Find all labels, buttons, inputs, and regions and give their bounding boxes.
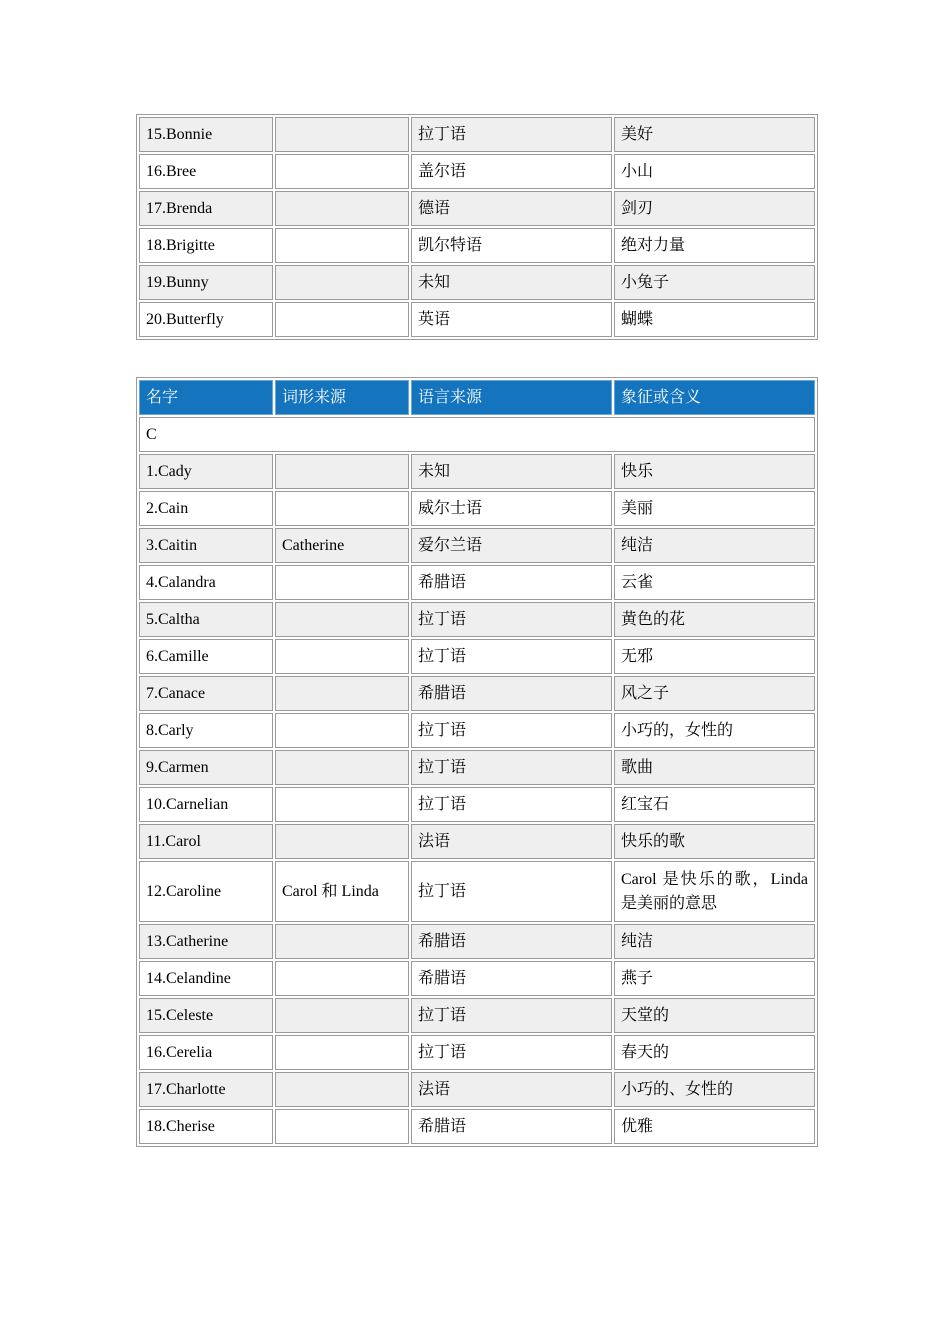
meaning-cell: 云雀 <box>614 565 815 600</box>
letter-section-row <box>139 417 815 452</box>
form-cell <box>275 565 409 600</box>
language-cell: 拉丁语 <box>411 861 612 922</box>
meaning-cell: 优雅 <box>614 1109 815 1144</box>
name-cell: 9.Carmen <box>139 750 273 785</box>
table-row <box>139 454 815 489</box>
language-cell: 拉丁语 <box>411 998 612 1033</box>
form-cell <box>275 750 409 785</box>
language-cell: 希腊语 <box>411 676 612 711</box>
name-cell: 8.Carly <box>139 713 273 748</box>
table-row <box>139 787 815 822</box>
form-cell <box>275 265 409 300</box>
table-header-row <box>139 380 815 415</box>
form-cell <box>275 1035 409 1070</box>
language-cell: 拉丁语 <box>411 117 612 152</box>
form-cell <box>275 602 409 637</box>
form-cell <box>275 454 409 489</box>
language-cell: 爱尔兰语 <box>411 528 612 563</box>
form-cell <box>275 1072 409 1107</box>
table-row <box>139 228 815 263</box>
form-cell: Catherine <box>275 528 409 563</box>
language-cell: 未知 <box>411 265 612 300</box>
language-cell: 拉丁语 <box>411 750 612 785</box>
table-row <box>139 1072 815 1107</box>
form-cell: Carol 和 Linda <box>275 861 409 922</box>
meaning-cell: 绝对力量 <box>614 228 815 263</box>
name-cell: 17.Brenda <box>139 191 273 226</box>
meaning-cell: 纯洁 <box>614 924 815 959</box>
form-cell <box>275 713 409 748</box>
name-cell: 2.Cain <box>139 491 273 526</box>
form-cell <box>275 191 409 226</box>
header-meaning: 象征或含义 <box>614 380 815 415</box>
name-cell: 16.Bree <box>139 154 273 189</box>
language-cell: 拉丁语 <box>411 787 612 822</box>
meaning-cell: 美好 <box>614 117 815 152</box>
meaning-cell: 歌曲 <box>614 750 815 785</box>
language-cell: 希腊语 <box>411 1109 612 1144</box>
table-row <box>139 924 815 959</box>
form-cell <box>275 228 409 263</box>
form-cell <box>275 787 409 822</box>
section-letter: C <box>139 417 815 452</box>
table-row <box>139 602 815 637</box>
language-cell: 拉丁语 <box>411 1035 612 1070</box>
form-cell <box>275 824 409 859</box>
language-cell: 希腊语 <box>411 924 612 959</box>
language-cell: 盖尔语 <box>411 154 612 189</box>
meaning-cell: 小山 <box>614 154 815 189</box>
meaning-cell: 燕子 <box>614 961 815 996</box>
language-cell: 英语 <box>411 302 612 337</box>
meaning-cell: 美丽 <box>614 491 815 526</box>
name-cell: 15.Celeste <box>139 998 273 1033</box>
meaning-cell: 红宝石 <box>614 787 815 822</box>
name-cell: 18.Cherise <box>139 1109 273 1144</box>
table-row <box>139 1109 815 1144</box>
table-row <box>139 565 815 600</box>
form-cell <box>275 676 409 711</box>
name-cell: 14.Celandine <box>139 961 273 996</box>
form-cell <box>275 302 409 337</box>
form-cell <box>275 117 409 152</box>
meaning-cell: 蝴蝶 <box>614 302 815 337</box>
table-row <box>139 998 815 1033</box>
meaning-cell: 风之子 <box>614 676 815 711</box>
language-cell: 德语 <box>411 191 612 226</box>
table-row <box>139 154 815 189</box>
language-cell: 法语 <box>411 1072 612 1107</box>
meaning-cell: 快乐 <box>614 454 815 489</box>
meaning-cell: 剑刃 <box>614 191 815 226</box>
meaning-cell: 黄色的花 <box>614 602 815 637</box>
table-row <box>139 713 815 748</box>
table-row <box>139 491 815 526</box>
name-cell: 20.Butterfly <box>139 302 273 337</box>
table-row <box>139 750 815 785</box>
table-row <box>139 1035 815 1070</box>
table-row <box>139 861 815 922</box>
table-row <box>139 961 815 996</box>
meaning-cell: 小巧的、女性的 <box>614 1072 815 1107</box>
form-cell <box>275 1109 409 1144</box>
name-cell: 1.Cady <box>139 454 273 489</box>
name-cell: 16.Cerelia <box>139 1035 273 1070</box>
header-language-source: 语言来源 <box>411 380 612 415</box>
header-name: 名字 <box>139 380 273 415</box>
language-cell: 希腊语 <box>411 961 612 996</box>
name-cell: 13.Catherine <box>139 924 273 959</box>
name-cell: 5.Caltha <box>139 602 273 637</box>
language-cell: 希腊语 <box>411 565 612 600</box>
header-form-source: 词形来源 <box>275 380 409 415</box>
meaning-cell: 小巧的，女性的 <box>614 713 815 748</box>
table-row <box>139 639 815 674</box>
table-row <box>139 302 815 337</box>
name-cell: 12.Caroline <box>139 861 273 922</box>
name-cell: 4.Calandra <box>139 565 273 600</box>
table-row <box>139 528 815 563</box>
name-cell: 10.Carnelian <box>139 787 273 822</box>
table-row <box>139 117 815 152</box>
language-cell: 拉丁语 <box>411 639 612 674</box>
language-cell: 法语 <box>411 824 612 859</box>
language-cell: 未知 <box>411 454 612 489</box>
names-table-c <box>136 377 818 1147</box>
name-cell: 3.Caitin <box>139 528 273 563</box>
meaning-cell: 春天的 <box>614 1035 815 1070</box>
meaning-cell: 快乐的歌 <box>614 824 815 859</box>
form-cell <box>275 924 409 959</box>
meaning-cell: 纯洁 <box>614 528 815 563</box>
meaning-cell: Carol 是快乐的歌，Linda 是美丽的意思 <box>614 861 815 922</box>
meaning-cell: 天堂的 <box>614 998 815 1033</box>
name-cell: 17.Charlotte <box>139 1072 273 1107</box>
form-cell <box>275 491 409 526</box>
name-cell: 6.Camille <box>139 639 273 674</box>
meaning-cell: 无邪 <box>614 639 815 674</box>
name-cell: 19.Bunny <box>139 265 273 300</box>
language-cell: 拉丁语 <box>411 602 612 637</box>
name-cell: 18.Brigitte <box>139 228 273 263</box>
names-table-b-continued <box>136 114 818 340</box>
name-cell: 7.Canace <box>139 676 273 711</box>
language-cell: 凯尔特语 <box>411 228 612 263</box>
language-cell: 拉丁语 <box>411 713 612 748</box>
table-row <box>139 191 815 226</box>
name-cell: 11.Carol <box>139 824 273 859</box>
form-cell <box>275 154 409 189</box>
form-cell <box>275 998 409 1033</box>
table-row <box>139 824 815 859</box>
form-cell <box>275 961 409 996</box>
meaning-cell: 小兔子 <box>614 265 815 300</box>
table-row <box>139 265 815 300</box>
name-cell: 15.Bonnie <box>139 117 273 152</box>
table-row <box>139 676 815 711</box>
language-cell: 威尔士语 <box>411 491 612 526</box>
form-cell <box>275 639 409 674</box>
